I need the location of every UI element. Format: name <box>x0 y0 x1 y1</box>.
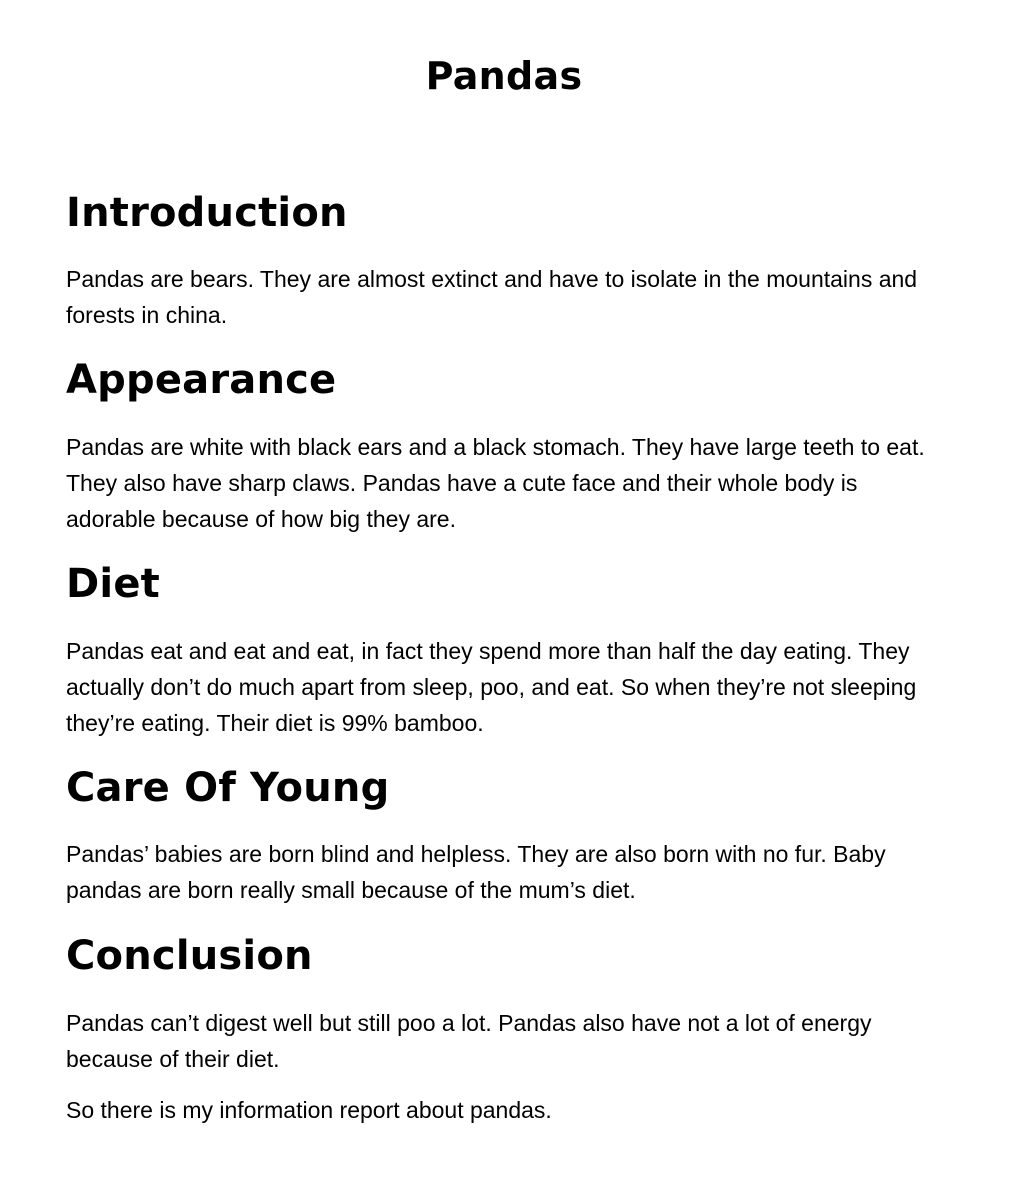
paragraph-diet: Pandas eat and eat and eat, in fact they spend more than half the day eating. They actually don’t do much apart from sleep, poo, and eat. So when they’re not sleeping they’re eating. Their diet is 99% bamboo. <box>66 638 917 736</box>
heading-appearance: Appearance <box>66 357 337 403</box>
paragraph-appearance: Pandas are white with black ears and a black stomach. They have large teeth to eat. They also have sharp claws. Pandas have a cute face and their whole body is adorable because of how big they are. <box>66 434 925 532</box>
paragraph-introduction: Pandas are bears. They are almost extinct and have to isolate in the mountains and forests in china. <box>66 266 918 328</box>
heading-diet: Diet <box>66 561 160 607</box>
paragraph-closing: So there is my information report about pandas. <box>66 1097 552 1123</box>
heading-conclusion: Conclusion <box>66 933 313 979</box>
document-title: Pandas <box>425 54 583 98</box>
heading-introduction: Introduction <box>66 190 348 236</box>
heading-care-of-young: Care Of Young <box>66 765 390 811</box>
paragraph-care-of-young: Pandas’ babies are born blind and helpless. They are also born with no fur. Baby pandas are born really small because of the mum’s diet. <box>66 841 886 903</box>
paragraph-conclusion: Pandas can’t digest well but still poo a lot. Pandas also have not a lot of energy because of their diet. <box>66 1010 872 1072</box>
